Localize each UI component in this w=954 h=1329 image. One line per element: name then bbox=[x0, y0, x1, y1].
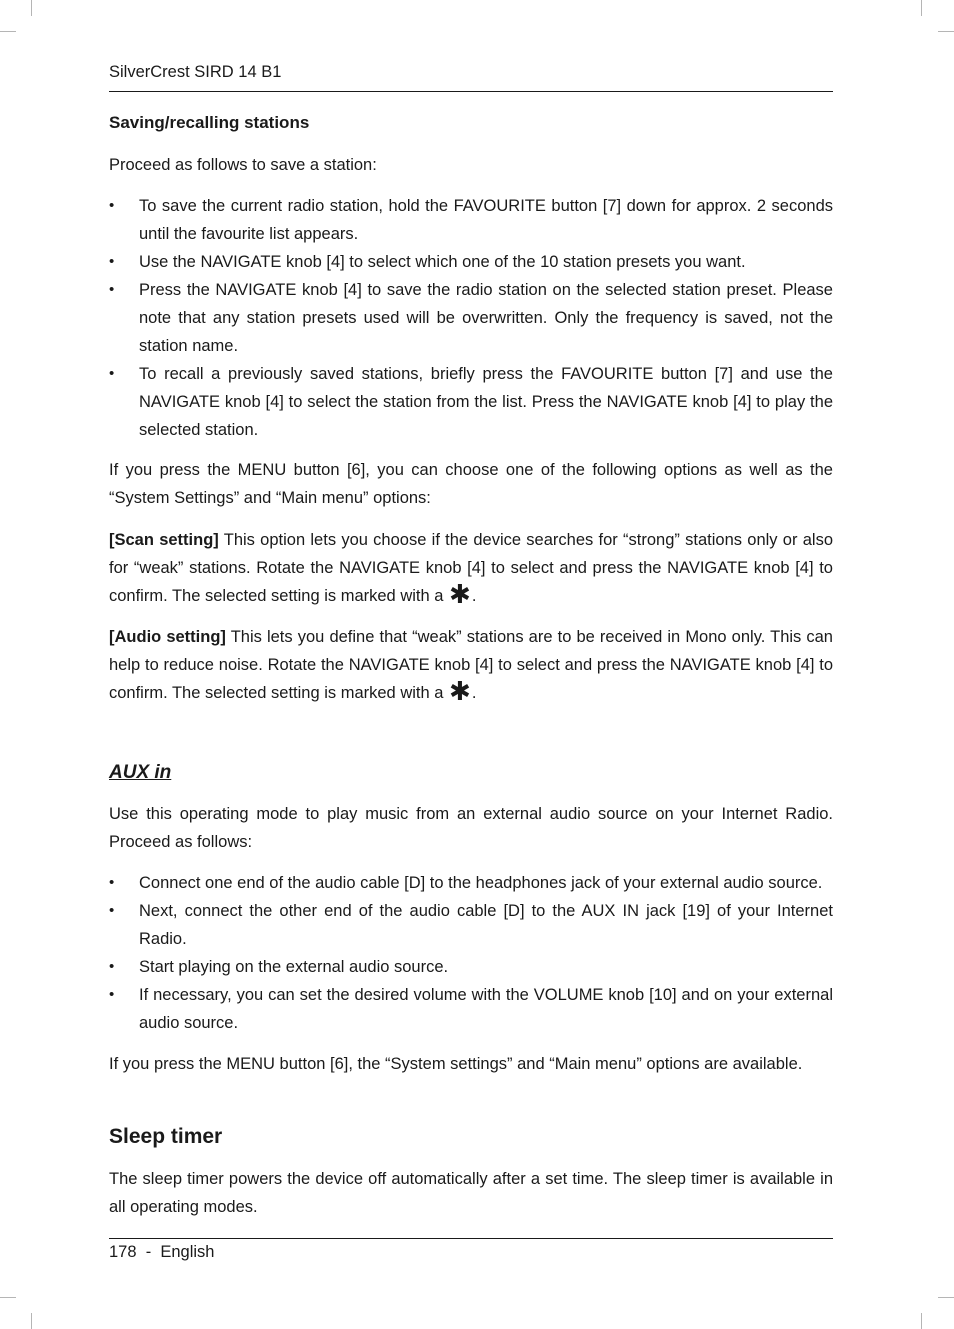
saving-heading: Saving/recalling stations bbox=[109, 113, 310, 132]
crop-mark bbox=[0, 31, 16, 32]
list-item: • Connect one end of the audio cable [D] to the headphones jack of your external audio source. bbox=[109, 869, 833, 897]
list-item: • If necessary, you can set the desired volume with the VOLUME knob [10] and on your external audio source. bbox=[109, 981, 833, 1037]
crop-mark bbox=[921, 1313, 922, 1329]
aux-steps-list bbox=[109, 869, 833, 1037]
aux-in-heading: AUX in bbox=[109, 762, 172, 783]
sleep-timer-text: The sleep timer powers the device off automatically after a set time. The sleep timer is available in all operating modes. bbox=[109, 1170, 833, 1216]
list-item: • To recall a previously saved stations, briefly press the FAVOURITE button [7] and use the NAVIGATE knob [4] to select the station from the list. Press the NAVIGATE knob [4] to play the selected station. bbox=[109, 360, 833, 444]
saving-intro: Proceed as follows to save a station: bbox=[109, 156, 377, 174]
sleep-timer-heading: Sleep timer bbox=[109, 1125, 223, 1148]
footer-rule bbox=[109, 1238, 833, 1239]
audio-setting-label: [Audio setting] bbox=[109, 628, 226, 646]
list-item: • Press the NAVIGATE knob [4] to save the radio station on the selected station preset. Please note that any station presets used will be overwritten. Only the frequency is saved, not the station name. bbox=[109, 276, 833, 360]
running-header: SilverCrest SIRD 14 B1 bbox=[109, 63, 282, 81]
scan-setting-paragraph bbox=[109, 526, 833, 610]
scan-setting-text: This option lets you choose if the device searches for “strong” stations only or also for “weak” stations. Rotate the NAVIGATE knob [4] to select and press the NAVIGATE knob [4] to confirm. The selected setting is marked with a bbox=[109, 531, 833, 605]
aux-intro: Use this operating mode to play music from an external audio source on your Internet Radio. Proceed as follows: bbox=[109, 805, 833, 851]
crop-mark bbox=[938, 1297, 954, 1298]
asterisk-star-icon: ✱ bbox=[449, 579, 471, 609]
saving-steps-list bbox=[109, 192, 833, 444]
list-item: • To save the current radio station, hold the FAVOURITE button [7] down for approx. 2 seconds until the favourite list appears. bbox=[109, 192, 833, 248]
crop-mark bbox=[31, 1313, 32, 1329]
scan-setting-end: . bbox=[471, 587, 477, 605]
crop-mark bbox=[921, 0, 922, 16]
list-item: • Next, connect the other end of the audio cable [D] to the AUX IN jack [19] of your Internet Radio. bbox=[109, 897, 833, 953]
list-item: • Start playing on the external audio source. bbox=[109, 953, 833, 981]
crop-mark bbox=[938, 31, 954, 32]
saving-menu-text: If you press the MENU button [6], you can choose one of the following options as well as the “System Settings” and “Main menu” options: bbox=[109, 461, 833, 507]
list-item: • Use the NAVIGATE knob [4] to select which one of the 10 station presets you want. bbox=[109, 248, 833, 276]
crop-mark bbox=[0, 1297, 16, 1298]
crop-mark bbox=[31, 0, 32, 16]
audio-setting-paragraph bbox=[109, 623, 833, 707]
page-content bbox=[109, 110, 833, 1221]
page-footer: 178 - English bbox=[109, 1243, 215, 1261]
audio-setting-end: . bbox=[471, 684, 477, 702]
audio-setting-text: This lets you define that “weak” stations are to be received in Mono only. This can help to reduce noise. Rotate the NAVIGATE knob [4] to select and press the NAVIGATE knob [4] to confirm. The selected setting is marked with a bbox=[109, 628, 833, 702]
scan-setting-label: [Scan setting] bbox=[109, 531, 219, 549]
aux-menu-text: If you press the MENU button [6], the “System settings” and “Main menu” options are available. bbox=[109, 1055, 803, 1073]
header-rule bbox=[109, 91, 833, 92]
asterisk-star-icon: ✱ bbox=[449, 676, 471, 706]
